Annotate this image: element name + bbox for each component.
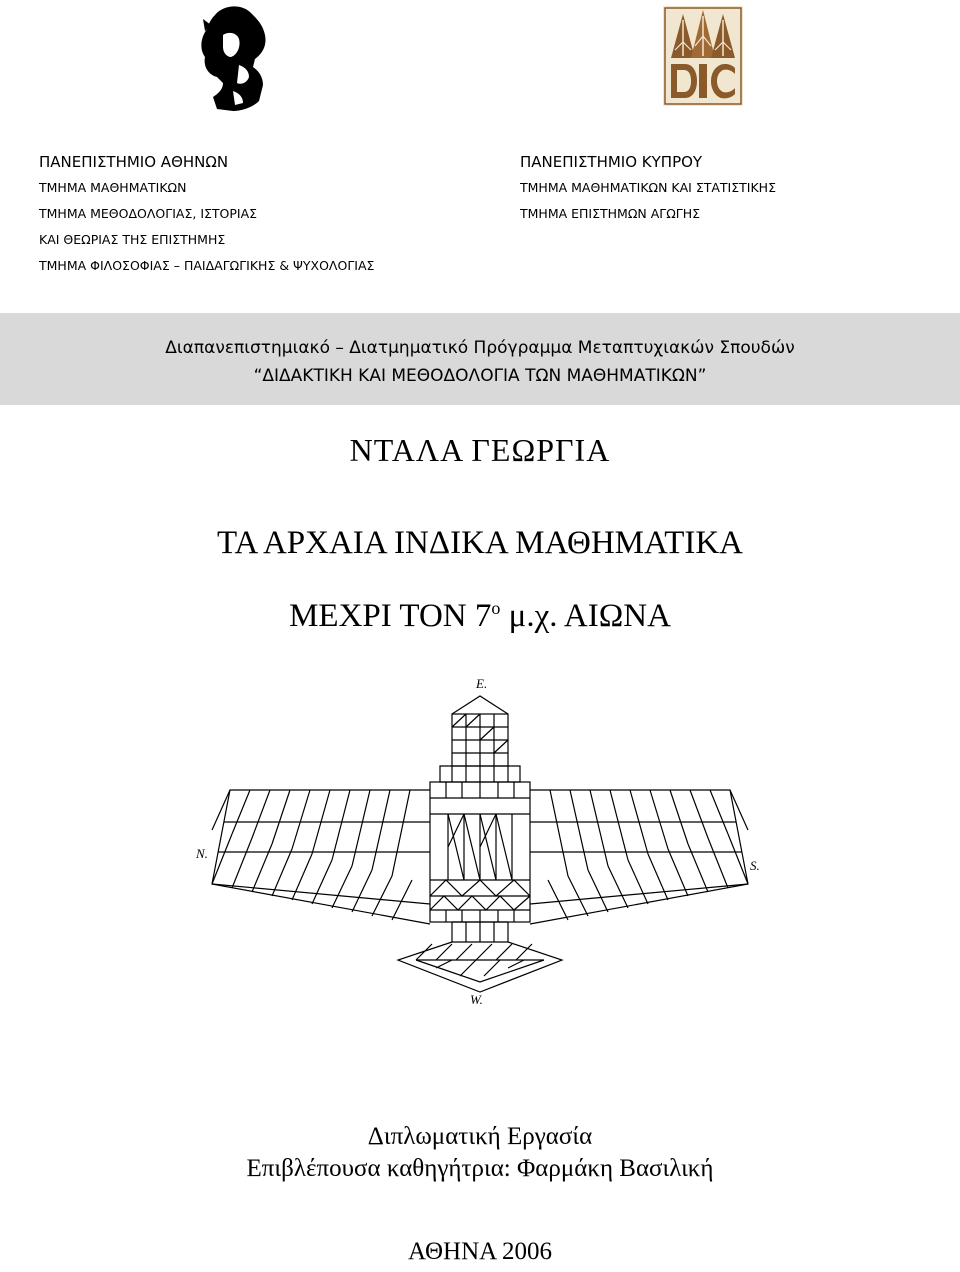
affiliation-line: ΚΑΙ ΘΕΩΡΙΑΣ ΤΗΣ ΕΠΙΣΤΗΜΗΣ [39,232,226,247]
compass-label-south: S. [750,858,760,873]
thesis-title: ΤΑ ΑΡΧΑΙΑ ΙΝΔΙΚΑ ΜΑΘΗΜΑΤΙΚΑ [216,525,744,561]
cyprus-university-logo [663,6,743,106]
ordinal-superscript: ο [491,598,501,618]
program-subtitle: “ΔΙΔΑΚΤΙΚΗ ΚΑΙ ΜΕΘΟΔΟΛΟΓΙΑ ΤΩΝ ΜΑΘΗΜΑΤΙΚΩΝ” [253,366,707,386]
falcon-head [452,696,508,766]
athens-university-logo [193,5,277,115]
falcon-tail [398,922,562,992]
compass-label-east: E. [476,676,488,691]
falcon-left-wing [212,790,430,924]
place-and-year: ΑΘΗΝΑ 2006 [407,1238,553,1265]
affiliation-line: ΤΜΗΜΑ ΦΙΛΟΣΟΦΙΑΣ – ΠΑΙΔΑΓΩΓΙΚΗΣ & ΨΥΧΟΛΟΓΙΑΣ [39,258,375,273]
affiliation-line: ΠΑΝΕΠΙΣΤΗΜΙΟ ΑΘΗΝΩΝ [39,153,229,171]
program-name: Διαπανεπιστημιακό – Διατμηματικό Πρόγραμμα Μεταπτυχιακών Σπουδών [165,338,795,358]
affiliation-line: ΤΜΗΜΑ ΜΑΘΗΜΑΤΙΚΩΝ ΚΑΙ ΣΤΑΤΙΣΤΙΚΗΣ [520,180,776,195]
cypress-trees-logo-icon [663,6,743,106]
cyprus-affiliation [520,149,776,227]
compass-label-west: W. [470,992,483,1004]
affiliation-line: ΠΑΝΕΠΙΣΤΗΜΙΟ ΚΥΠΡΟΥ [520,153,703,171]
thesis-title-second-line [0,598,960,635]
program-band [0,313,960,405]
thesis-type: Διπλωματική Εργασία [367,1123,593,1150]
falcon-altar-figure [190,674,770,1009]
falcon-right-wing [530,790,748,924]
athens-affiliation [39,149,374,279]
title-text: μ.χ. ΑΙΩΝΑ [500,598,671,634]
compass-label-north: N. [196,846,208,861]
falcon-altar-diagram [190,674,770,1004]
affiliation-line: ΤΜΗΜΑ ΜΑΘΗΜΑΤΙΚΩΝ [39,180,187,195]
author-name: ΝΤΑΛΑ ΓΕΩΡΓΙΑ [349,432,611,468]
athena-head-logo-icon [193,5,277,115]
affiliation-line: ΤΜΗΜΑ ΕΠΙΣΤΗΜΩΝ ΑΓΩΓΗΣ [520,206,701,221]
falcon-body [430,782,530,922]
affiliation-line: ΤΜΗΜΑ ΜΕΘΟΔΟΛΟΓΙΑΣ, ΙΣΤΟΡΙΑΣ [39,206,258,221]
falcon-neck [440,766,520,782]
title-text: ΜΕΧΡΙ ΤΟΝ 7 [289,598,492,634]
supervisor: Επιβλέπουσα καθηγήτρια: Φαρμάκη Βασιλική [246,1155,714,1182]
